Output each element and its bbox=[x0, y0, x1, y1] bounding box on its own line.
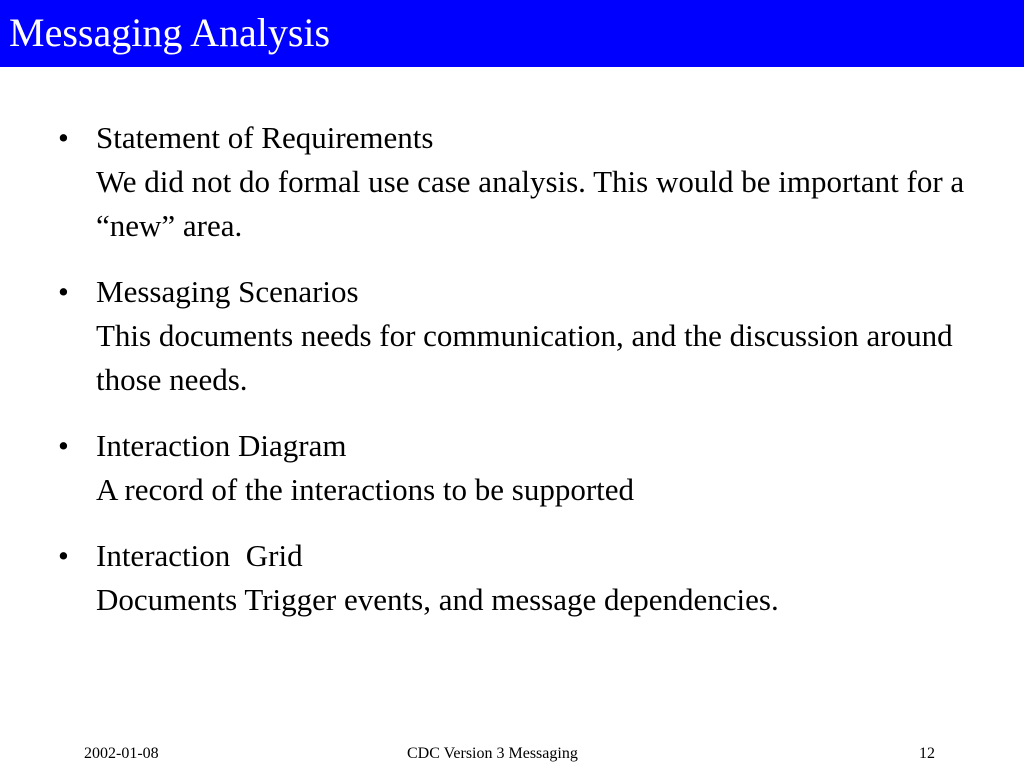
bullet-list bbox=[56, 116, 986, 622]
bullet-body: We did not do formal use case analysis. This would be important for a “new” area. bbox=[96, 164, 965, 243]
bullet-heading: Interaction Diagram bbox=[96, 428, 347, 463]
bullet-icon: • bbox=[58, 428, 69, 463]
footer-title: CDC Version 3 Messaging bbox=[407, 745, 578, 762]
bullet-item-requirements bbox=[56, 116, 986, 248]
bullet-icon: • bbox=[58, 120, 69, 155]
bullet-body: This documents needs for communication, and the discussion around those needs. bbox=[96, 318, 953, 397]
bullet-body: A record of the interactions to be supported bbox=[96, 472, 635, 507]
bullet-item-interaction-grid bbox=[56, 534, 986, 622]
footer-page-number: 12 bbox=[919, 745, 935, 762]
bullet-heading: Statement of Requirements bbox=[96, 120, 434, 155]
bullet-item-scenarios bbox=[56, 270, 986, 402]
bullet-body: Documents Trigger events, and message dependencies. bbox=[96, 582, 779, 617]
bullet-heading: Interaction Grid bbox=[96, 538, 303, 573]
bullet-icon: • bbox=[58, 538, 69, 573]
bullet-heading: Messaging Scenarios bbox=[96, 274, 359, 309]
footer-date: 2002-01-08 bbox=[84, 745, 159, 762]
bullet-item-interaction-diagram bbox=[56, 424, 986, 512]
slide-title: Messaging Analysis bbox=[9, 10, 331, 55]
bullet-icon: • bbox=[58, 274, 69, 309]
title-bar bbox=[0, 0, 1024, 67]
